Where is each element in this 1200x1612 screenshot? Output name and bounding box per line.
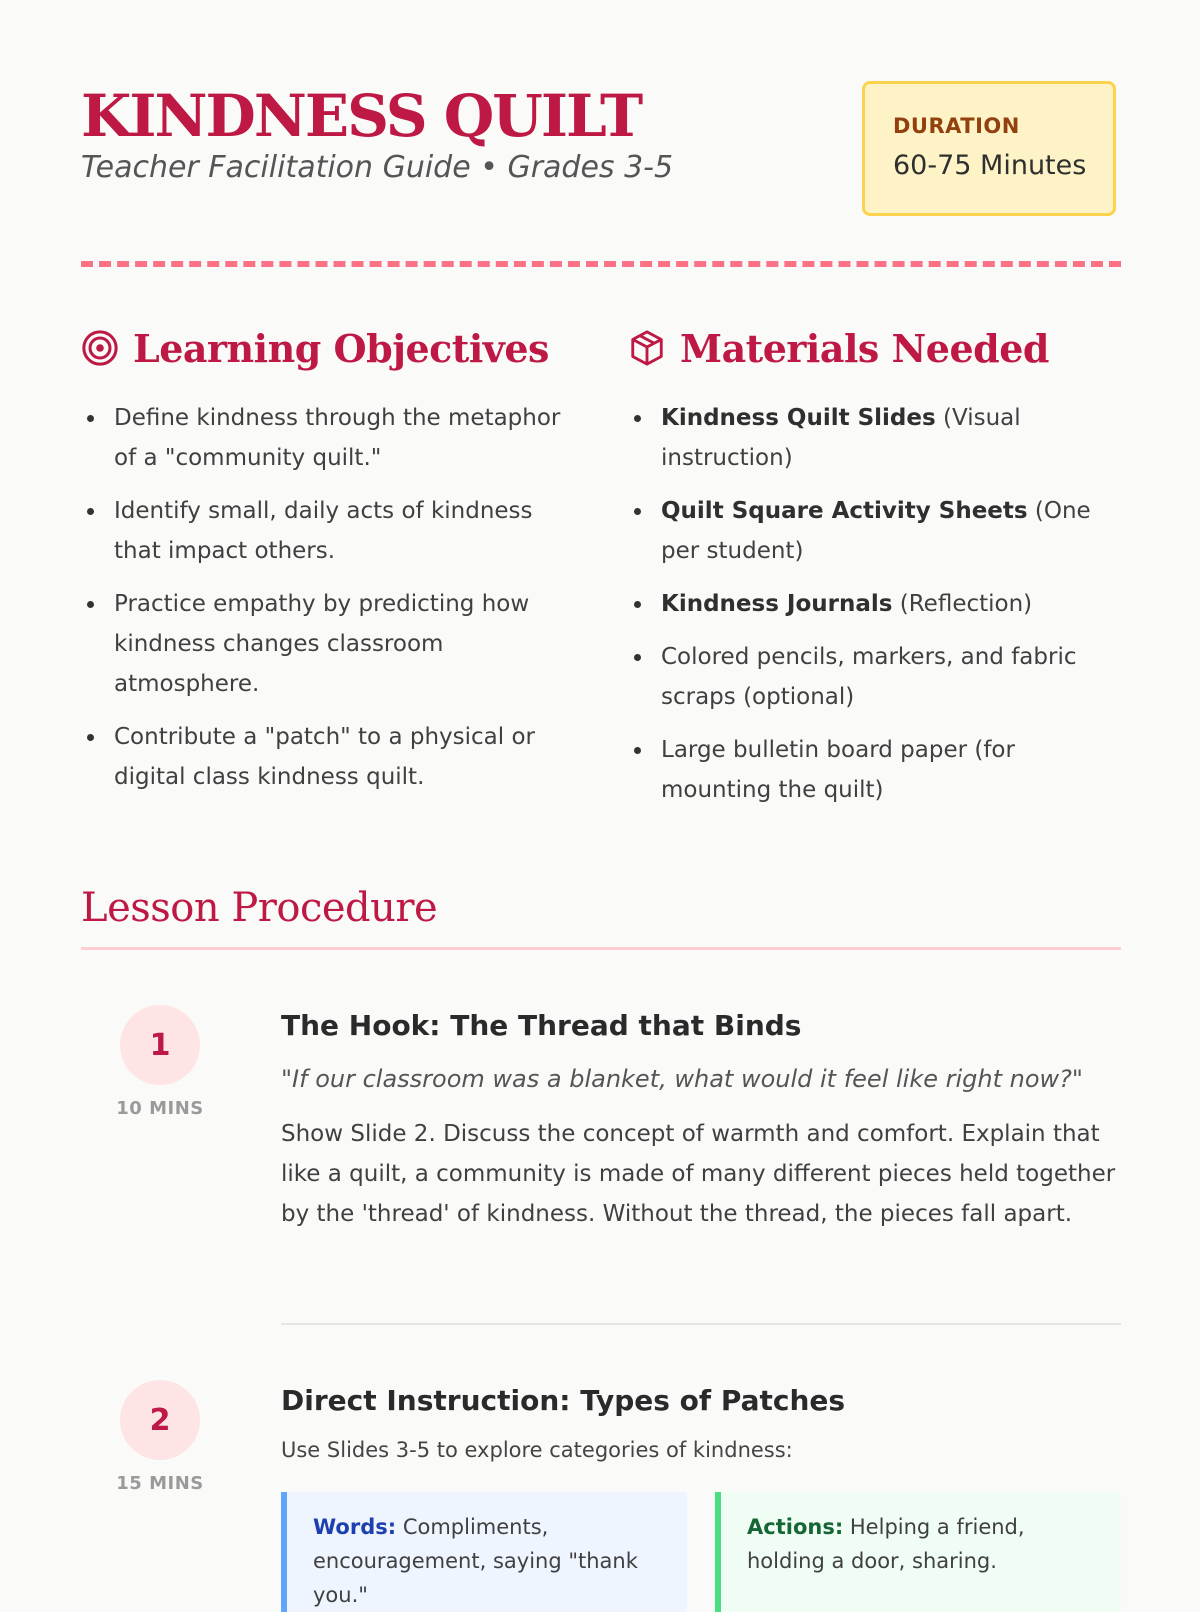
material-note: (Reflection) — [892, 591, 1033, 617]
step-duration: 15 MINS — [116, 1473, 204, 1494]
page-subtitle: Teacher Facilitation Guide • Grades 3-5 — [81, 150, 674, 185]
patch-label: Actions: — [747, 1515, 844, 1539]
material-item — [628, 398, 1128, 478]
step-title: Direct Instruction: Types of Patches — [281, 1384, 846, 1417]
objectives-heading-text: Learning Objectives — [133, 325, 549, 371]
patch-text: Compliments, encouragement, saying "thank you." — [313, 1515, 638, 1607]
material-name: Kindness Journals — [661, 591, 893, 617]
objective-item: Contribute a "patch" to a physical or digital class kindness quilt. — [81, 717, 581, 797]
material-note: Large bulletin board paper (for mounting the quilt) — [661, 737, 1015, 803]
material-item — [628, 730, 1128, 810]
step-divider — [281, 1323, 1121, 1325]
step-number-badge: 2 — [120, 1380, 200, 1460]
step-title: The Hook: The Thread that Binds — [281, 1009, 802, 1042]
lesson-page — [81, 0, 1121, 1607]
material-note: (Visual instruction) — [661, 405, 1021, 471]
materials-heading — [628, 320, 1128, 376]
procedure-rule — [81, 947, 1121, 950]
step-number-badge: 1 — [120, 1005, 200, 1085]
objective-item: Define kindness through the metaphor of a "community quilt." — [81, 398, 581, 478]
patch-text: Helping a friend, holding a door, sharing. — [747, 1515, 1025, 1573]
duration-value: 60-75 Minutes — [893, 150, 1087, 181]
procedure-heading: Lesson Procedure — [81, 885, 438, 931]
duration-label: DURATION — [893, 114, 1020, 138]
objectives-section — [81, 320, 581, 810]
step-content — [281, 1381, 1121, 1465]
material-name: Kindness Quilt Slides — [661, 405, 936, 431]
material-note: Colored pencils, markers, and fabric scraps (optional) — [661, 644, 1077, 710]
patch-actions-card — [715, 1492, 1121, 1612]
materials-heading-text: Materials Needed — [680, 325, 1049, 371]
objectives-heading — [81, 320, 581, 376]
stitch-divider — [81, 261, 1121, 267]
step-quote: "If our classroom was a blanket, what would it feel like right now?" — [281, 1065, 1083, 1093]
target-icon — [81, 329, 119, 367]
patch-types — [281, 1492, 1121, 1612]
materials-section — [628, 320, 1128, 823]
materials-list — [628, 398, 1128, 810]
material-name: Quilt Square Activity Sheets — [661, 498, 1028, 524]
material-item — [628, 584, 1128, 624]
objectives-list — [81, 398, 581, 797]
step-intro: Use Slides 3-5 to explore categories of kindness: — [281, 1438, 793, 1462]
objective-item: Identify small, daily acts of kindness that impact others. — [81, 491, 581, 571]
material-item — [628, 637, 1128, 717]
patch-words-card — [281, 1492, 687, 1612]
step-description: Show Slide 2. Discuss the concept of warmth and comfort. Explain that like a quilt, a community is made of many different pieces held together by the 'thread' of kindness. Without the thread, the pieces fall apart. — [281, 1121, 1116, 1227]
duration-card — [862, 81, 1116, 216]
material-note: (One per student) — [661, 498, 1091, 564]
step-content — [281, 1006, 1121, 1234]
box-icon — [628, 329, 666, 367]
objective-item: Practice empathy by predicting how kindness changes classroom atmosphere. — [81, 584, 581, 704]
step-duration: 10 MINS — [116, 1098, 204, 1119]
page-title: KINDNESS QUILT — [81, 82, 642, 150]
patch-label: Words: — [313, 1515, 397, 1539]
material-item — [628, 491, 1128, 571]
